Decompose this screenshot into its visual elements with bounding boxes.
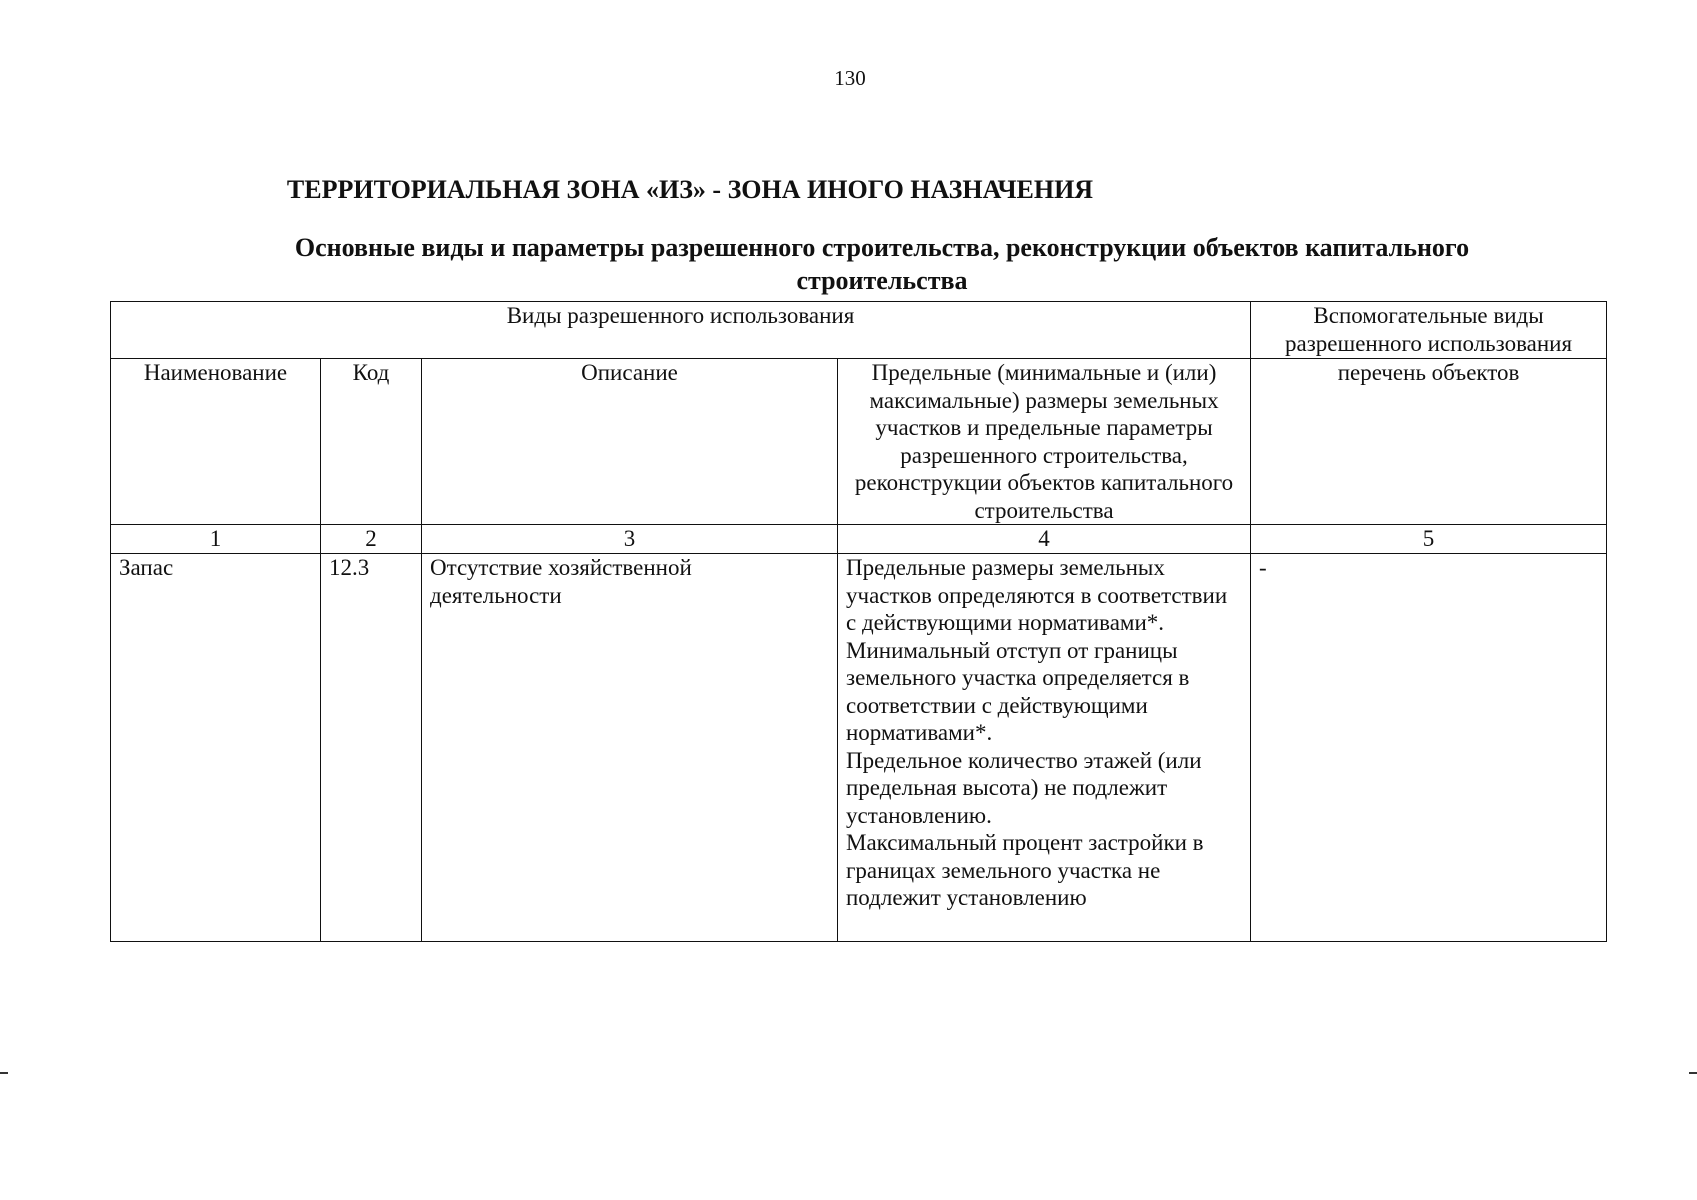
zone-title: ТЕРРИТОРИАЛЬНАЯ ЗОНА «ИЗ» - ЗОНА ИНОГО НАЗНАЧЕНИЯ (286, 175, 1094, 204)
group-header-permitted: Виды разрешенного использования (111, 302, 1251, 359)
left-edge-mark (0, 1072, 8, 1074)
table-group-header-row (111, 302, 1607, 359)
table-column-number-row (111, 525, 1607, 554)
cell-parameters (838, 554, 1251, 942)
cell-name: Запас (111, 554, 321, 942)
table-column-header-row (111, 359, 1607, 525)
column-header-code: Код (321, 359, 422, 525)
parameter-paragraph: Предельное количество этажей (или предельная высота) не подлежит установлению. (846, 747, 1202, 828)
column-header-parameters: Предельные (минимальные и (или) максимальные) размеры земельных участков и предельные параметры разрешенного строительства, реконструкции объектов капитального строительства (838, 359, 1251, 525)
column-header-description: Описание (422, 359, 838, 525)
column-number: 5 (1251, 525, 1607, 554)
group-header-auxiliary: Вспомогательные виды разрешенного использования (1251, 302, 1607, 359)
column-header-objects: перечень объектов (1251, 359, 1607, 525)
column-number: 2 (321, 525, 422, 554)
cell-description: Отсутствие хозяйственной деятельности (422, 554, 838, 942)
cell-auxiliary: - (1251, 554, 1607, 942)
cell-code: 12.3 (321, 554, 422, 942)
column-number: 3 (422, 525, 838, 554)
page-number: 130 (834, 66, 866, 90)
section-title: Основные виды и параметры разрешенного строительства, реконструкции объектов капитального строительства (294, 233, 1470, 295)
column-header-name: Наименование (111, 359, 321, 525)
zoning-table (110, 301, 1607, 942)
right-edge-mark (1689, 1072, 1697, 1074)
parameter-paragraph: Предельные размеры земельных участков определяются в соответствии с действующими нормативами*. (846, 555, 1228, 635)
table-row (111, 554, 1607, 942)
column-number: 1 (111, 525, 321, 554)
column-number: 4 (838, 525, 1251, 554)
parameter-paragraph: Минимальный отступ от границы земельного участка определяется в соответствии с действующими нормативами*. (846, 637, 1190, 745)
parameter-paragraph: Максимальный процент застройки в границах земельного участка не подлежит установлению (846, 830, 1204, 910)
